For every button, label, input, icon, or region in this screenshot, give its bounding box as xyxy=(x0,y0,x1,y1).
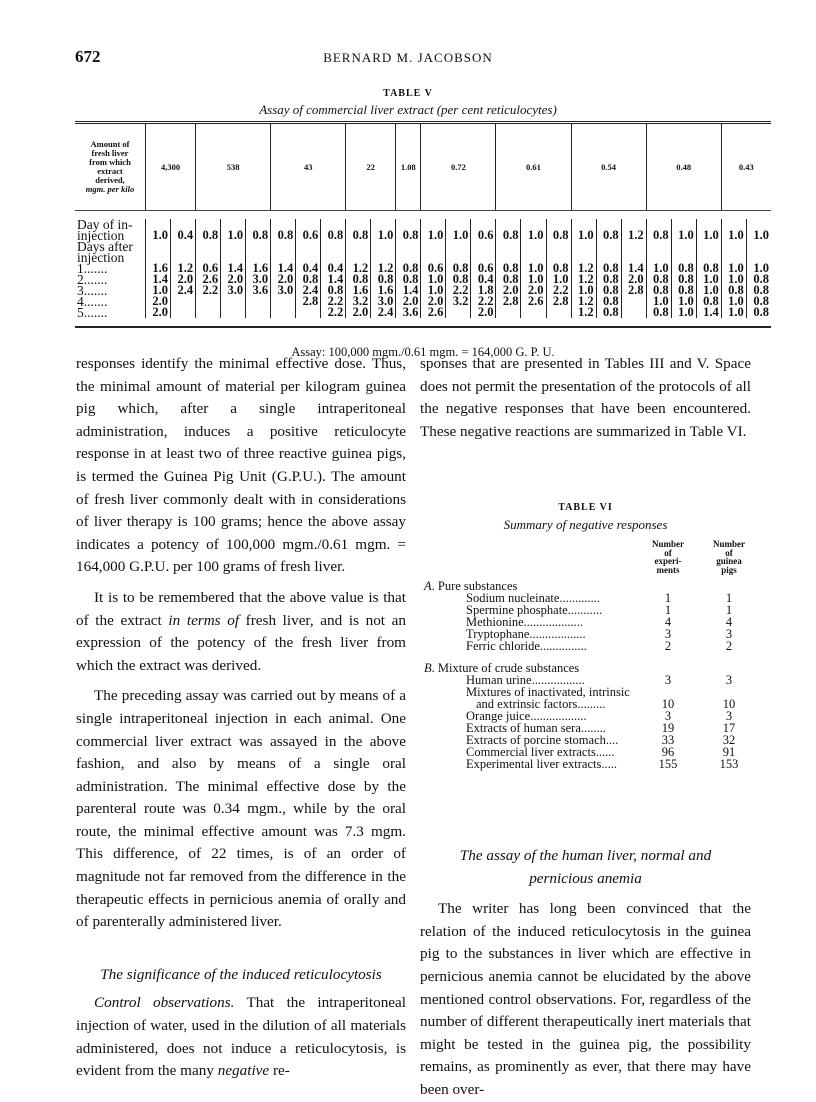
value-cell: 2.2 xyxy=(446,285,471,296)
value-cell: 2.4 xyxy=(371,307,396,318)
value-cell: 0.8 xyxy=(496,263,521,274)
value-cell: 0.8 xyxy=(596,230,621,241)
value-cell: 2.6 xyxy=(196,274,221,285)
value-cell: 1.2 xyxy=(571,274,596,285)
value-cell: 1.0 xyxy=(421,230,446,241)
value-cell xyxy=(621,296,646,307)
value-cell: 0.8 xyxy=(321,230,346,241)
page-number: 672 xyxy=(75,47,101,66)
value-cell: 2.0 xyxy=(171,274,196,285)
text: That the intraperitoneal injection of water, used in the dilution of all materials administered, does not induce a reticulocytosis, is evident from the many xyxy=(76,994,406,1080)
header-line: extract xyxy=(97,166,123,176)
table6-row xyxy=(424,758,754,770)
value-cell: 0.8 xyxy=(696,296,721,307)
value-cell: 1.0 xyxy=(671,230,696,241)
guinea-pigs-count: 1 xyxy=(725,603,733,617)
value-cell: 1.0 xyxy=(646,296,671,307)
value-cell: 0.8 xyxy=(371,274,396,285)
value-cell xyxy=(621,307,646,318)
value-cell: 1.6 xyxy=(246,263,271,274)
value-cell: 0.8 xyxy=(596,263,621,274)
guinea-pigs-count: 1 xyxy=(725,591,733,605)
value-cell xyxy=(496,241,521,252)
header-line: derived, xyxy=(95,175,125,185)
value-cell: 1.0 xyxy=(646,263,671,274)
value-cell: 3.6 xyxy=(396,307,421,318)
right-column xyxy=(420,353,751,443)
experiments-count: 155 xyxy=(658,757,678,771)
value-cell: 1.6 xyxy=(146,263,171,274)
experiments-count: 1 xyxy=(664,603,672,617)
experiments-count: 4 xyxy=(664,615,672,629)
value-cell: 2.0 xyxy=(396,296,421,307)
value-cell xyxy=(546,307,571,318)
value-cell: 2.0 xyxy=(621,274,646,285)
value-cell: 0.8 xyxy=(746,274,771,285)
value-cell: 0.6 xyxy=(196,263,221,274)
value-cell: 0.8 xyxy=(596,274,621,285)
value-cell: 2.0 xyxy=(146,296,171,307)
value-cell xyxy=(296,307,321,318)
value-cell: 2.2 xyxy=(471,296,496,307)
value-cell: 0.8 xyxy=(321,285,346,296)
value-cell: 1.0 xyxy=(721,263,746,274)
substance-name: Methionine................... xyxy=(466,615,584,629)
row-label: 3....... xyxy=(77,283,108,298)
value-cell xyxy=(621,241,646,252)
value-cell: 2.2 xyxy=(546,285,571,296)
value-cell: 0.8 xyxy=(671,274,696,285)
guinea-pigs-count: 4 xyxy=(725,615,733,629)
value-cell: 1.2 xyxy=(171,263,196,274)
header-unit: mgm. per kilo xyxy=(85,184,135,194)
value-cell: 2.0 xyxy=(346,307,371,318)
value-cell xyxy=(196,307,221,318)
amount-header: 4,300 xyxy=(146,123,196,211)
table5-footer: Assay: 100,000 mgm./0.61 mgm. = 164,000 G. P. U. xyxy=(291,345,555,359)
value-cell xyxy=(696,241,721,252)
value-cell xyxy=(471,241,496,252)
value-cell: 2.4 xyxy=(296,285,321,296)
guinea-pigs-count: 2 xyxy=(725,639,733,653)
value-cell xyxy=(196,296,221,307)
value-cell: 0.8 xyxy=(696,263,721,274)
experiments-count: 3 xyxy=(664,709,672,723)
substance-name: and extrinsic factors......... xyxy=(476,697,606,711)
section-letter: B xyxy=(424,661,432,675)
value-cell: 0.8 xyxy=(296,274,321,285)
value-cell: 1.8 xyxy=(471,285,496,296)
substance-name: Sodium nucleinate............. xyxy=(466,591,601,605)
value-cell: 2.0 xyxy=(271,274,296,285)
substance-name: Orange juice.................. xyxy=(466,709,587,723)
value-cell xyxy=(196,241,221,252)
table5-grid xyxy=(75,121,771,328)
paragraph: responses identify the minimal effective dose. Thus, the minimal amount of material per kilogram guinea pig which, after a single intraperitoneal administration, induces a positive reticulocyte response in at least two of three reactive guinea pigs, is termed the Guinea Pig Unit (G.P.U.). The amount of fresh liver commonly dealt with in considerations of liver therapy is 100 grams; hence the above assay indicates a potency of 100,000 mgm./0.61 mgm. = 164,000 G.P.U. per 100 grams of fresh liver. xyxy=(76,355,406,576)
value-cell: 0.8 xyxy=(396,263,421,274)
row-label: Days after xyxy=(77,239,133,254)
experiments-count: 96 xyxy=(661,745,675,759)
value-cell: 0.8 xyxy=(671,285,696,296)
value-cell: 1.0 xyxy=(671,307,696,318)
value-cell: 0.8 xyxy=(496,230,521,241)
value-cell: 2.0 xyxy=(221,274,246,285)
paragraph: sponses that are presented in Tables III and V. Space does not permit the presentation of the protocols of all the negative responses that have been encountered. These negative reactions are summarized in Table VI. xyxy=(420,355,751,440)
guinea-pigs-count: 17 xyxy=(722,721,736,735)
value-cell xyxy=(221,307,246,318)
value-cell: 2.6 xyxy=(421,307,446,318)
value-cell: 1.0 xyxy=(746,230,771,241)
value-cell: 1.6 xyxy=(371,285,396,296)
paragraph xyxy=(76,587,406,677)
value-cell: 0.8 xyxy=(746,285,771,296)
value-cell: 2.2 xyxy=(321,307,346,318)
value-cell: 2.8 xyxy=(496,296,521,307)
value-cell xyxy=(271,307,296,318)
value-cell xyxy=(596,241,621,252)
value-cell: 1.4 xyxy=(146,274,171,285)
row-label: Day of in- xyxy=(77,217,133,232)
guinea-pigs-count: 3 xyxy=(725,673,733,687)
row-label: 2....... xyxy=(77,272,108,287)
value-cell: 0.8 xyxy=(646,274,671,285)
text: It is to be remembered that the above value is that of the extract xyxy=(76,588,406,629)
value-cell: 2.0 xyxy=(521,285,546,296)
header-line: Number xyxy=(652,539,684,549)
row-label: injection xyxy=(77,250,125,265)
substance-name: Extracts of porcine stomach.... xyxy=(466,733,619,747)
value-cell xyxy=(346,241,371,252)
value-cell: 1.0 xyxy=(421,285,446,296)
value-cell xyxy=(321,241,346,252)
paragraph: The preceding assay was carried out by means of a single intraperitoneal injection in each animal. One commercial liver extract was assayed in the above fashion, and also by means of a single oral administration. The minimal effective dose by the parenteral route was 0.34 mgm., while by the oral route, the minimal effective amount was 7.3 mgm. This difference, of 22 times, is of an order of magnitude not far removed from the difference in the therapeutic effects in pernicious anemia of orally and of parenterally administered liver. xyxy=(76,687,406,931)
substance-name: Human urine................. xyxy=(466,673,585,687)
row-label: 4....... xyxy=(77,294,108,309)
value-cell: 0.6 xyxy=(471,263,496,274)
left-column xyxy=(76,353,406,1083)
value-cell: 0.8 xyxy=(446,274,471,285)
amount-header: 0.43 xyxy=(721,123,771,211)
amount-header: 0.61 xyxy=(496,123,571,211)
value-cell: 2.8 xyxy=(621,285,646,296)
value-cell: 0.4 xyxy=(171,230,196,241)
substance-name: Spermine phosphate........... xyxy=(466,603,603,617)
experiments-count: 3 xyxy=(664,673,672,687)
value-cell: 1.0 xyxy=(546,274,571,285)
value-cell: 2.0 xyxy=(146,307,171,318)
value-cell: 0.8 xyxy=(246,230,271,241)
value-cell xyxy=(546,241,571,252)
value-cell: 1.4 xyxy=(621,263,646,274)
value-cell: 1.0 xyxy=(721,230,746,241)
amount-header: 0.72 xyxy=(421,123,496,211)
value-cell: 2.0 xyxy=(496,285,521,296)
value-cell: 1.0 xyxy=(696,230,721,241)
value-cell xyxy=(171,296,196,307)
value-cell: 0.4 xyxy=(321,263,346,274)
value-cell: 1.4 xyxy=(321,274,346,285)
value-cell: 1.0 xyxy=(146,285,171,296)
guinea-pigs-count: 91 xyxy=(722,745,736,759)
substance-name: Mixtures of inactivated, intrinsic xyxy=(466,685,630,699)
value-cell xyxy=(571,241,596,252)
value-cell: 1.0 xyxy=(371,230,396,241)
row-label: 1....... xyxy=(77,261,108,276)
value-cell: 0.8 xyxy=(596,285,621,296)
value-cell xyxy=(171,307,196,318)
header-line: ments xyxy=(656,564,680,575)
table5-row-header xyxy=(75,123,146,211)
value-cell xyxy=(396,241,421,252)
value-cell: 1.0 xyxy=(571,285,596,296)
amount-header: 0.48 xyxy=(646,123,721,211)
value-cell: 0.4 xyxy=(471,274,496,285)
substance-name: Ferric chloride............... xyxy=(466,639,587,653)
value-cell: 1.0 xyxy=(721,274,746,285)
value-cell xyxy=(646,241,671,252)
value-cell xyxy=(671,241,696,252)
table6-title: Summary of negative responses xyxy=(503,517,668,532)
value-cell: 0.8 xyxy=(721,285,746,296)
amount-header: 1.08 xyxy=(396,123,421,211)
value-cell: 1.2 xyxy=(371,263,396,274)
value-cell: 1.0 xyxy=(721,296,746,307)
value-cell: 1.0 xyxy=(521,230,546,241)
value-cell: 3.0 xyxy=(371,296,396,307)
header-line: of xyxy=(725,547,733,558)
guinea-pigs-count: 3 xyxy=(725,709,733,723)
row-label: 5....... xyxy=(77,305,108,320)
experiments-count: 1 xyxy=(664,591,672,605)
value-cell: 1.2 xyxy=(571,263,596,274)
value-cell xyxy=(521,241,546,252)
table5-header-row xyxy=(75,123,771,211)
value-cell: 0.8 xyxy=(546,230,571,241)
experiments-count: 3 xyxy=(664,627,672,641)
table5-row-label xyxy=(75,241,771,252)
table6-row xyxy=(424,640,754,652)
value-cell: 3.0 xyxy=(221,285,246,296)
value-cell: 1.2 xyxy=(571,307,596,318)
value-cell: 1.0 xyxy=(671,296,696,307)
value-cell: 2.6 xyxy=(521,296,546,307)
guinea-pigs-count: 153 xyxy=(719,757,739,771)
value-cell: 0.8 xyxy=(396,274,421,285)
value-cell: 1.4 xyxy=(396,285,421,296)
value-cell: 1.0 xyxy=(521,263,546,274)
value-cell: 1.4 xyxy=(221,263,246,274)
value-cell: 1.0 xyxy=(571,230,596,241)
emphasis: in terms of xyxy=(168,611,240,629)
value-cell: 0.8 xyxy=(346,274,371,285)
value-cell xyxy=(421,241,446,252)
row-label: injection xyxy=(77,228,125,243)
value-cell: 1.0 xyxy=(521,274,546,285)
table5-row-day-5 xyxy=(75,307,771,318)
section-letter: A xyxy=(424,579,432,593)
value-cell: 0.8 xyxy=(746,307,771,318)
value-cell: 0.8 xyxy=(446,263,471,274)
header-line: pigs xyxy=(721,564,737,575)
value-cell xyxy=(521,307,546,318)
experiments-count: 33 xyxy=(661,733,675,747)
value-cell: 1.0 xyxy=(446,230,471,241)
paragraph xyxy=(76,992,406,1082)
value-cell: 0.8 xyxy=(196,230,221,241)
value-cell: 2.8 xyxy=(546,296,571,307)
value-cell: 0.6 xyxy=(421,263,446,274)
value-cell: 0.4 xyxy=(296,263,321,274)
section-heading: The assay of the human liver, normal and pernicious anemia xyxy=(459,847,712,887)
value-cell: 1.0 xyxy=(146,230,171,241)
value-cell xyxy=(246,296,271,307)
value-cell xyxy=(271,296,296,307)
value-cell: 1.2 xyxy=(346,263,371,274)
value-cell: 0.8 xyxy=(271,230,296,241)
value-cell: 0.8 xyxy=(596,296,621,307)
header-line: Amount of xyxy=(90,139,130,149)
text: fresh liver, and is not an expression of the potency of the fresh liver from which the extract was derived. xyxy=(76,611,406,674)
value-cell: 0.8 xyxy=(671,263,696,274)
header-line: guinea xyxy=(716,556,742,566)
value-cell: 0.6 xyxy=(471,230,496,241)
header-line: of xyxy=(664,547,672,558)
guinea-pigs-count: 3 xyxy=(725,627,733,641)
emphasis: negative xyxy=(217,1062,270,1080)
value-cell: 0.8 xyxy=(746,296,771,307)
value-cell xyxy=(246,307,271,318)
spacer xyxy=(75,318,771,327)
table6-col1-header xyxy=(648,540,688,574)
value-cell: 1.2 xyxy=(571,296,596,307)
value-cell: 2.2 xyxy=(321,296,346,307)
value-cell: 0.8 xyxy=(546,263,571,274)
value-cell: 3.0 xyxy=(271,285,296,296)
value-cell: 1.0 xyxy=(221,230,246,241)
value-cell: 2.8 xyxy=(296,296,321,307)
value-cell xyxy=(271,241,296,252)
value-cell xyxy=(446,307,471,318)
value-cell: 1.4 xyxy=(696,307,721,318)
value-cell xyxy=(721,241,746,252)
section-heading: The significance of the induced reticulocytosis xyxy=(100,965,382,983)
table5-row-day-of-injection xyxy=(75,230,771,241)
value-cell: 0.8 xyxy=(396,230,421,241)
value-cell xyxy=(496,307,521,318)
value-cell: 0.8 xyxy=(646,230,671,241)
table6-col2-header xyxy=(709,540,749,574)
value-cell xyxy=(221,241,246,252)
value-cell: 0.8 xyxy=(646,285,671,296)
experiments-count: 2 xyxy=(664,639,672,653)
table6-label: TABLE VI xyxy=(558,502,613,513)
value-cell xyxy=(171,241,196,252)
experiments-count: 19 xyxy=(661,721,675,735)
header-line: from which xyxy=(89,157,131,167)
amount-header: 43 xyxy=(271,123,346,211)
value-cell: 2.0 xyxy=(421,296,446,307)
value-cell xyxy=(146,241,171,252)
value-cell: 3.2 xyxy=(446,296,471,307)
value-cell: 1.2 xyxy=(621,230,646,241)
amount-header: 538 xyxy=(196,123,271,211)
substance-name: Tryptophane.................. xyxy=(466,627,586,641)
header-line: Number xyxy=(713,539,745,549)
value-cell: 1.0 xyxy=(696,274,721,285)
spacer xyxy=(75,211,771,220)
amount-header: 0.54 xyxy=(571,123,646,211)
guinea-pigs-count: 10 xyxy=(722,697,736,711)
table5 xyxy=(75,121,771,328)
value-cell: 3.6 xyxy=(246,285,271,296)
run-in-heading: Control observations. xyxy=(94,994,235,1012)
paragraph: The writer has long been convinced that the relation of the induced reticulocytosis in the guinea pig to the substances in liver which are effective in pernicious anemia cannot be elucidated by the above mentioned control observations. For, regardless of the number of different therapeutically inert materials that might be tested in the guinea pig, the possibility remains, as prominently as ever, that there may have been over- xyxy=(420,900,751,1098)
value-cell xyxy=(371,241,396,252)
value-cell: 2.4 xyxy=(171,285,196,296)
header-line: fresh liver xyxy=(91,148,129,158)
value-cell xyxy=(221,296,246,307)
substance-name: Commercial liver extracts...... xyxy=(466,745,615,759)
value-cell: 1.4 xyxy=(271,263,296,274)
value-cell: 0.8 xyxy=(346,230,371,241)
value-cell: 0.8 xyxy=(496,274,521,285)
value-cell: 0.6 xyxy=(296,230,321,241)
value-cell xyxy=(246,241,271,252)
table5-label: TABLE V xyxy=(383,88,433,99)
running-head: BERNARD M. JACOBSON xyxy=(323,50,493,65)
value-cell xyxy=(296,241,321,252)
table5-title: Assay of commercial liver extract (per cent reticulocytes) xyxy=(259,102,557,117)
guinea-pigs-count: 32 xyxy=(722,733,736,747)
right-column-lower xyxy=(420,845,751,1102)
section-title: B. Mixture of crude substances xyxy=(424,661,580,675)
substance-name: Extracts of human sera........ xyxy=(466,721,606,735)
value-cell: 1.0 xyxy=(696,285,721,296)
value-cell: 2.2 xyxy=(196,285,221,296)
substance-name: Experimental liver extracts..... xyxy=(466,757,617,771)
text: re- xyxy=(269,1062,290,1080)
amount-header: 22 xyxy=(346,123,396,211)
value-cell: 1.6 xyxy=(346,285,371,296)
value-cell: 0.8 xyxy=(596,307,621,318)
value-cell: 0.8 xyxy=(646,307,671,318)
experiments-count: 10 xyxy=(661,697,675,711)
value-cell: 1.0 xyxy=(721,307,746,318)
value-cell: 3.0 xyxy=(246,274,271,285)
value-cell: 3.2 xyxy=(346,296,371,307)
value-cell xyxy=(746,241,771,252)
value-cell: 1.0 xyxy=(746,263,771,274)
section-title: A. Pure substances xyxy=(424,579,518,593)
value-cell: 2.0 xyxy=(471,307,496,318)
value-cell xyxy=(446,241,471,252)
header-line: experi- xyxy=(654,556,682,566)
value-cell: 1.0 xyxy=(421,274,446,285)
